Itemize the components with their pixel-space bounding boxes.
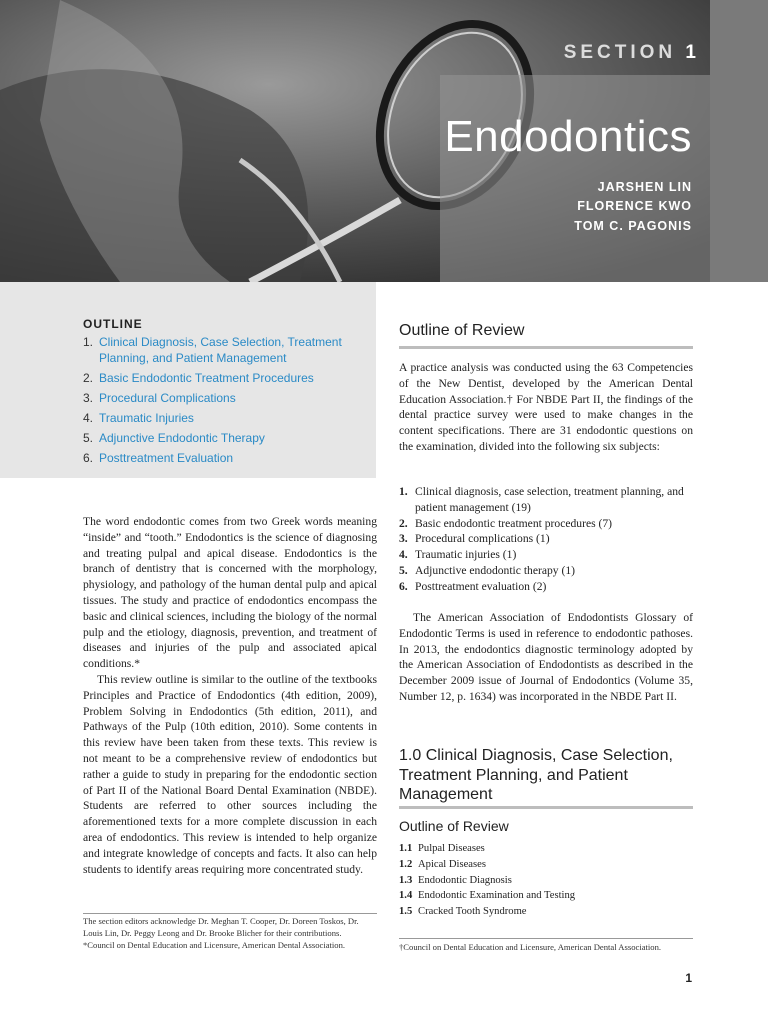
footnote-right: †Council on Dental Education and Licensure, American Dental Association. xyxy=(399,942,662,952)
outline-item-number: 5. xyxy=(83,431,94,445)
topic-text: Apical Diseases xyxy=(418,858,486,870)
subject-text: Procedural complications (1) xyxy=(415,532,550,546)
outline-item[interactable] xyxy=(83,430,363,446)
heading-rule xyxy=(399,346,693,349)
topics-list xyxy=(399,841,575,920)
outline-item-link[interactable]: Procedural Complications xyxy=(99,391,236,405)
author-2: FLORENCE KWO xyxy=(577,199,692,213)
topic-text: Endodontic Diagnosis xyxy=(418,874,512,886)
outline-item[interactable] xyxy=(83,450,363,466)
outline-item-link[interactable]: Clinical Diagnosis, Case Selection, Treatment Planning, and Patient Management xyxy=(99,335,342,365)
subject-number: 1. xyxy=(399,485,408,498)
banner-right-strip xyxy=(710,0,768,282)
topic-item xyxy=(399,888,575,904)
outline-item-number: 6. xyxy=(83,451,94,465)
subject-text: Basic endodontic treatment procedures (7) xyxy=(415,516,613,530)
subjects-list xyxy=(399,484,693,595)
subject-text: Clinical diagnosis, case selection, treatment planning, and patient management (19) xyxy=(415,485,684,514)
subject-item xyxy=(399,484,693,516)
topic-item xyxy=(399,857,575,873)
outline-item[interactable] xyxy=(83,390,363,406)
outline-heading: OUTLINE xyxy=(83,317,143,331)
footnote-rule-left xyxy=(83,913,377,914)
footnote-acknowledgment: The section editors acknowledge Dr. Meghan T. Cooper, Dr. Doreen Toskos, Dr. Louis Lin, Dr. Peggy Leong and Dr. Brooke Blicher for their contributions. xyxy=(83,916,359,938)
header-banner xyxy=(0,0,768,282)
topic-number: 1.3 xyxy=(399,874,413,886)
topic-number: 1.4 xyxy=(399,890,413,902)
section-1-0-heading: 1.0 Clinical Diagnosis, Case Selection, Treatment Planning, and Patient Management xyxy=(399,747,673,803)
subject-number: 5. xyxy=(399,563,408,577)
outline-item-number: 4. xyxy=(83,411,94,425)
outline-item-number: 1. xyxy=(83,335,94,349)
outline-item-number: 2. xyxy=(83,371,94,385)
outline-item-link[interactable]: Traumatic Injuries xyxy=(99,411,194,425)
outline-item[interactable] xyxy=(83,410,363,426)
topic-text: Cracked Tooth Syndrome xyxy=(418,906,527,918)
topic-item xyxy=(399,873,575,889)
author-3: TOM C. PAGONIS xyxy=(574,219,692,233)
outline-list xyxy=(83,334,363,470)
subject-text: Posttreatment evaluation (2) xyxy=(415,579,547,593)
subject-number: 4. xyxy=(399,548,408,562)
author-1: JARSHEN LIN xyxy=(597,180,692,194)
topic-number: 1.2 xyxy=(399,858,413,870)
subject-number: 3. xyxy=(399,532,408,546)
subject-item xyxy=(399,516,693,532)
section-heading-rule xyxy=(399,806,693,809)
subject-item xyxy=(399,563,693,579)
topic-number: 1.1 xyxy=(399,843,413,854)
topic-item xyxy=(399,904,575,920)
topic-number: 1.5 xyxy=(399,906,413,918)
outline-item-link[interactable]: Basic Endodontic Treatment Procedures xyxy=(99,371,314,385)
outline-item-number: 3. xyxy=(83,391,94,405)
outline-of-review-heading: Outline of Review xyxy=(399,322,525,339)
topic-item xyxy=(399,841,575,857)
intro-body xyxy=(83,514,377,877)
practice-analysis-paragraph: A practice analysis was conducted using the 63 Competencies of the New Dentist, developed by the American Dental Education Association.† For NBDE Part II, the findings of the dental practice survey were used to make changes in the content specifications. There are 31 endodontic questions on the examination, divided into the following six subjects: xyxy=(399,361,693,453)
intro-paragraph-2: This review outline is similar to the outline of the textbooks Principles and Practice of Endodontics (4th edition, 2009), Problem Solving in Endodontics (5th edition, 2011), and Pathways of the Pulp (10th edition, 2010). Some contents in this review have been taken from these texts. This review is not meant to be a comprehensive review of endodontics but rather a guide to study in preparing for the endodontic section of Part II of the National Board Dental Examination (NBDE). Students are referred to other sources including the aforementioned texts for a more complete discussion in each area of endodontics. This review is intended to help organize and integrate knowledge of concepts and facts. It also can help students to identify areas requiring more concentrated study. xyxy=(83,672,377,876)
subject-text: Adjunctive endodontic therapy (1) xyxy=(415,563,576,577)
aae-glossary-paragraph: The American Association of Endodontists Glossary of Endodontic Terms is used in reference to endodontic pathoses. In 2013, the endodontics diagnostic terminology adopted by the American Association of Endodontists as described in the December 2009 issue of Journal of Endodontics (Volume 35, Number 12, p. 1634) was incorporated in the NBDE Part II. xyxy=(399,611,693,703)
subject-item xyxy=(399,547,693,563)
section-number: 1 xyxy=(685,42,700,63)
subject-item xyxy=(399,531,693,547)
outline-item[interactable] xyxy=(83,334,363,366)
topic-text: Pulpal Diseases xyxy=(418,843,485,854)
page-number: 1 xyxy=(685,971,692,985)
footnote-council: *Council on Dental Education and Licensure, American Dental Association. xyxy=(83,940,346,950)
outline-of-review-subheading: Outline of Review xyxy=(399,818,509,834)
subject-text: Traumatic injuries (1) xyxy=(415,548,517,562)
footnote-rule-right xyxy=(399,938,693,939)
outline-item[interactable] xyxy=(83,370,363,386)
section-label xyxy=(564,42,700,64)
topic-text: Endodontic Examination and Testing xyxy=(418,890,576,902)
page-title: Endodontics xyxy=(444,112,692,161)
subject-item xyxy=(399,579,693,595)
subject-number: 6. xyxy=(399,579,408,593)
intro-paragraph-1: The word endodontic comes from two Greek words meaning “inside” and “tooth.” Endodontics is the science of diagnosing and treating pulpal and apical disease. Endodontics is the branch of dentistry that is concerned with the morphology, physiology, and pathology of the human dental pulp and apical tissues. The study and practice of endodontics encompass the basic and clinical sciences, including the biology of the normal pulp and the etiology, diagnosis, prevention, and treatment of diseases and injuries of the pulp and associated apical conditions.* xyxy=(83,515,377,671)
subject-number: 2. xyxy=(399,516,408,530)
outline-item-link[interactable]: Posttreatment Evaluation xyxy=(99,451,234,465)
outline-item-link[interactable]: Adjunctive Endodontic Therapy xyxy=(99,431,265,445)
section-word: SECTION xyxy=(563,42,677,63)
title-panel xyxy=(440,75,710,282)
